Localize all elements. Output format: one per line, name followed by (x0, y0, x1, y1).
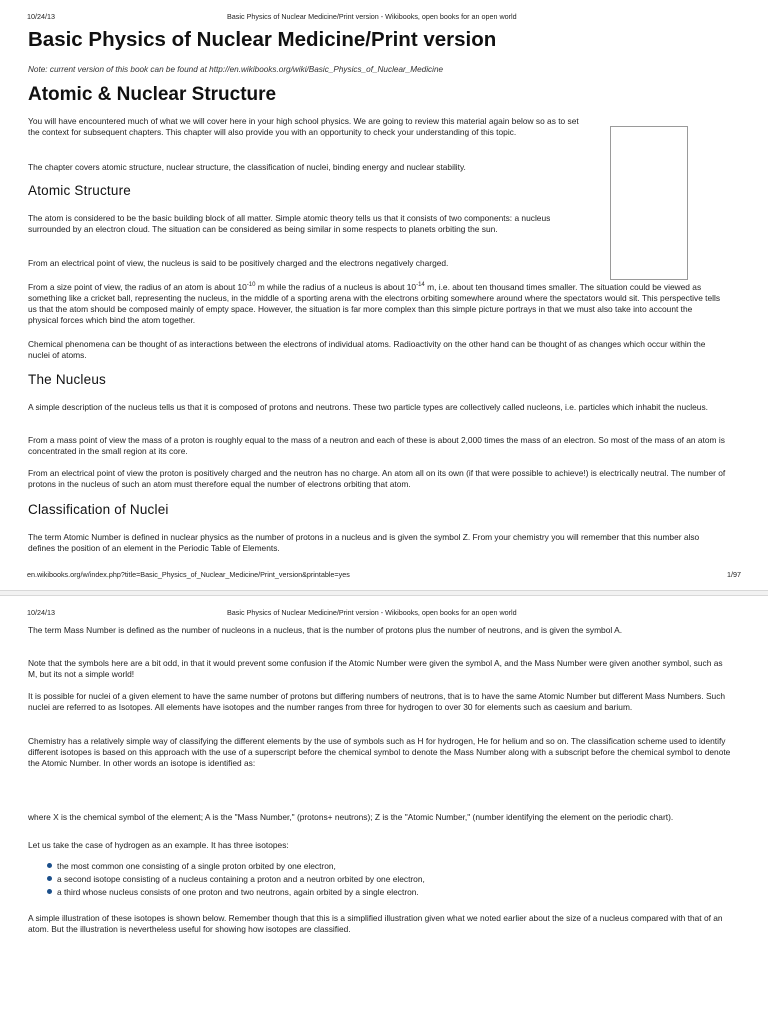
page-number: 1/97 (727, 570, 741, 579)
footer-url: en.wikibooks.org/w/index.php?title=Basic_Physics_of_Nuclear_Medicine/Print_version&printable=yes (27, 570, 350, 579)
list-item: a third whose nucleus consists of one proton and two neutrons, again orbited by a single electron. (46, 887, 751, 898)
mass-number-paragraph: The term Mass Number is defined as the number of nucleons in a nucleus, that is the number of protons plus the number of neutrons, and is given the symbol A. (28, 625, 623, 635)
nucleus-paragraph-2: From a mass point of view the mass of a proton is roughly equal to the mass of a neutron and each of these is about 2,000 times the mass of an electron. So most of the mass of an atom is concentrated in the small region at its core. (28, 435, 725, 456)
exponent-atom-radius: -10 (246, 282, 256, 288)
book-title: Basic Physics of Nuclear Medicine/Print version (28, 28, 497, 51)
book-title-block (28, 28, 746, 52)
intro-paragraph-1: You will have encountered much of what we will cover here in your high school physics. We are going to review this material again below so as to set the context for subsequent chapters. This chapter will also provide you with an opportunity to check your understanding of this topic. (28, 116, 579, 137)
symbols-note-paragraph: Note that the symbols here are a bit odd, in that it would prevent some confusion if the Atomic Number were given the symbol A, and the Mass Number were given another symbol, such as M, but its not a simple world! (28, 658, 723, 679)
exponent-nucleus-radius: -14 (416, 282, 425, 288)
chapter-title: Atomic & Nuclear Structure (28, 84, 277, 105)
image-placeholder (610, 126, 688, 280)
list-item: the most common one consisting of a single proton orbited by one electron, (46, 861, 751, 872)
print-header-title: Basic Physics of Nuclear Medicine/Print version - Wikibooks, open books for an open world (227, 12, 517, 21)
list-item: a second isotope consisting of a nucleus containing a proton and a neutron orbited by one electron, (46, 874, 751, 885)
nucleus-paragraph-3: From an electrical point of view the proton is positively charged and the neutron has no charge. An atom all on its own (if that were possible to achieve!) is electrically neutral. The number of protons in the nucleus of such an atom must therefore equal the number of electrons orbiting that atom. (28, 468, 726, 489)
print-header-2 (27, 608, 741, 618)
atomic-paragraph-1: The atom is considered to be the basic building block of all matter. Simple atomic theory tells us that it consists of two components: a nucleus surrounded by an electron cloud. The situation can be considered as being similar in some respects to planets orbiting the sun. (28, 213, 551, 234)
illustration-paragraph: A simple illustration of these isotopes is shown below. Remember though that this is a simplified illustration given what we noted earlier about the size of a nucleus compared with that of an atom. But the illustration is nevertheless useful for showing how isotopes are classified. (28, 913, 723, 934)
print-header-title-2: Basic Physics of Nuclear Medicine/Print version - Wikibooks, open books for an open world (227, 608, 517, 617)
print-date: 10/24/13 (27, 12, 55, 21)
isotopes-paragraph: It is possible for nuclei of a given element to have the same number of protons but differing numbers of neutrons, that is to have the same Atomic Number but different Mass Numbers. Such nuclei are referred to as Isotopes. All elements have isotopes and the number ranges from three for hydrogen to over 30 for elements such as caesium and barium. (28, 691, 726, 712)
print-page-2 (0, 596, 768, 1024)
hydrogen-example-paragraph: Let us take the case of hydrogen as an example. It has three isotopes: (28, 840, 289, 850)
print-date-2: 10/24/13 (27, 608, 55, 617)
chemistry-paragraph: Chemistry has a relatively simple way of classifying the different elements by the use of symbols such as H for hydrogen, He for helium and so on. The classification scheme used to identify different isotopes is based on this approach with the use of a superscript before the chemical symbol to denote the Mass Number along with a subscript before the chemical symbol to denote the Atomic Number. In other words an isotope is identified as: (28, 736, 731, 768)
classification-paragraph-1: The term Atomic Number is defined in nuclear physics as the number of protons in a nucleus and is given the symbol Z. From your chemistry you will remember that this number also defines the position of an element in the Periodic Table of Elements. (28, 532, 700, 553)
atomic-paragraph-3: From a size point of view, the radius of an atom is about $10^{-10}$ m while the radius of a nucleus is about $10^{-14}$ m, i.e. about ten thousand times smaller. The situation could be viewed as something like a cricket ball, representing the nucleus, in the middle of a sporting arena with the electrons orbiting somewhere around where the spectators would sit. This perspective tells us that the atom should be composed mainly of empty space. However, the situation is far more complex than this simple picture portrays in that we must also take into account the physical forces which bind the atom together. (28, 282, 721, 325)
print-header (27, 12, 741, 22)
version-note: Note: current version of this book can be found at http://en.wikibooks.org/wiki/Basic_Physics_of_Nuclear_Medicine (28, 65, 444, 74)
atomic-paragraph-2: From an electrical point of view, the nucleus is said to be positively charged and the electrons negatively charged. (28, 258, 449, 268)
intro-paragraph-2: The chapter covers atomic structure, nuclear structure, the classification of nuclei, binding energy and nuclear stability. (28, 162, 466, 172)
heading-atomic-structure: Atomic Structure (28, 183, 131, 198)
isotope-list (46, 861, 751, 898)
atomic-paragraph-4: Chemical phenomena can be thought of as interactions between the electrons of individual atoms. Radioactivity on the other hand can be thought of as changes which occur within the nuclei of atoms. (28, 339, 706, 360)
heading-the-nucleus: The Nucleus (28, 372, 106, 387)
heading-classification-of-nuclei: Classification of Nuclei (28, 502, 169, 517)
symbol-definition-paragraph: where X is the chemical symbol of the element; A is the "Mass Number," (protons+ neutrons); Z is the "Atomic Number," (number identifying the element on the periodic chart). (28, 812, 674, 822)
nucleus-paragraph-1: A simple description of the nucleus tells us that it is composed of protons and neutrons. These two particle types are collectively called nucleons, i.e. particles which inhabit the nucleus. (28, 402, 708, 412)
